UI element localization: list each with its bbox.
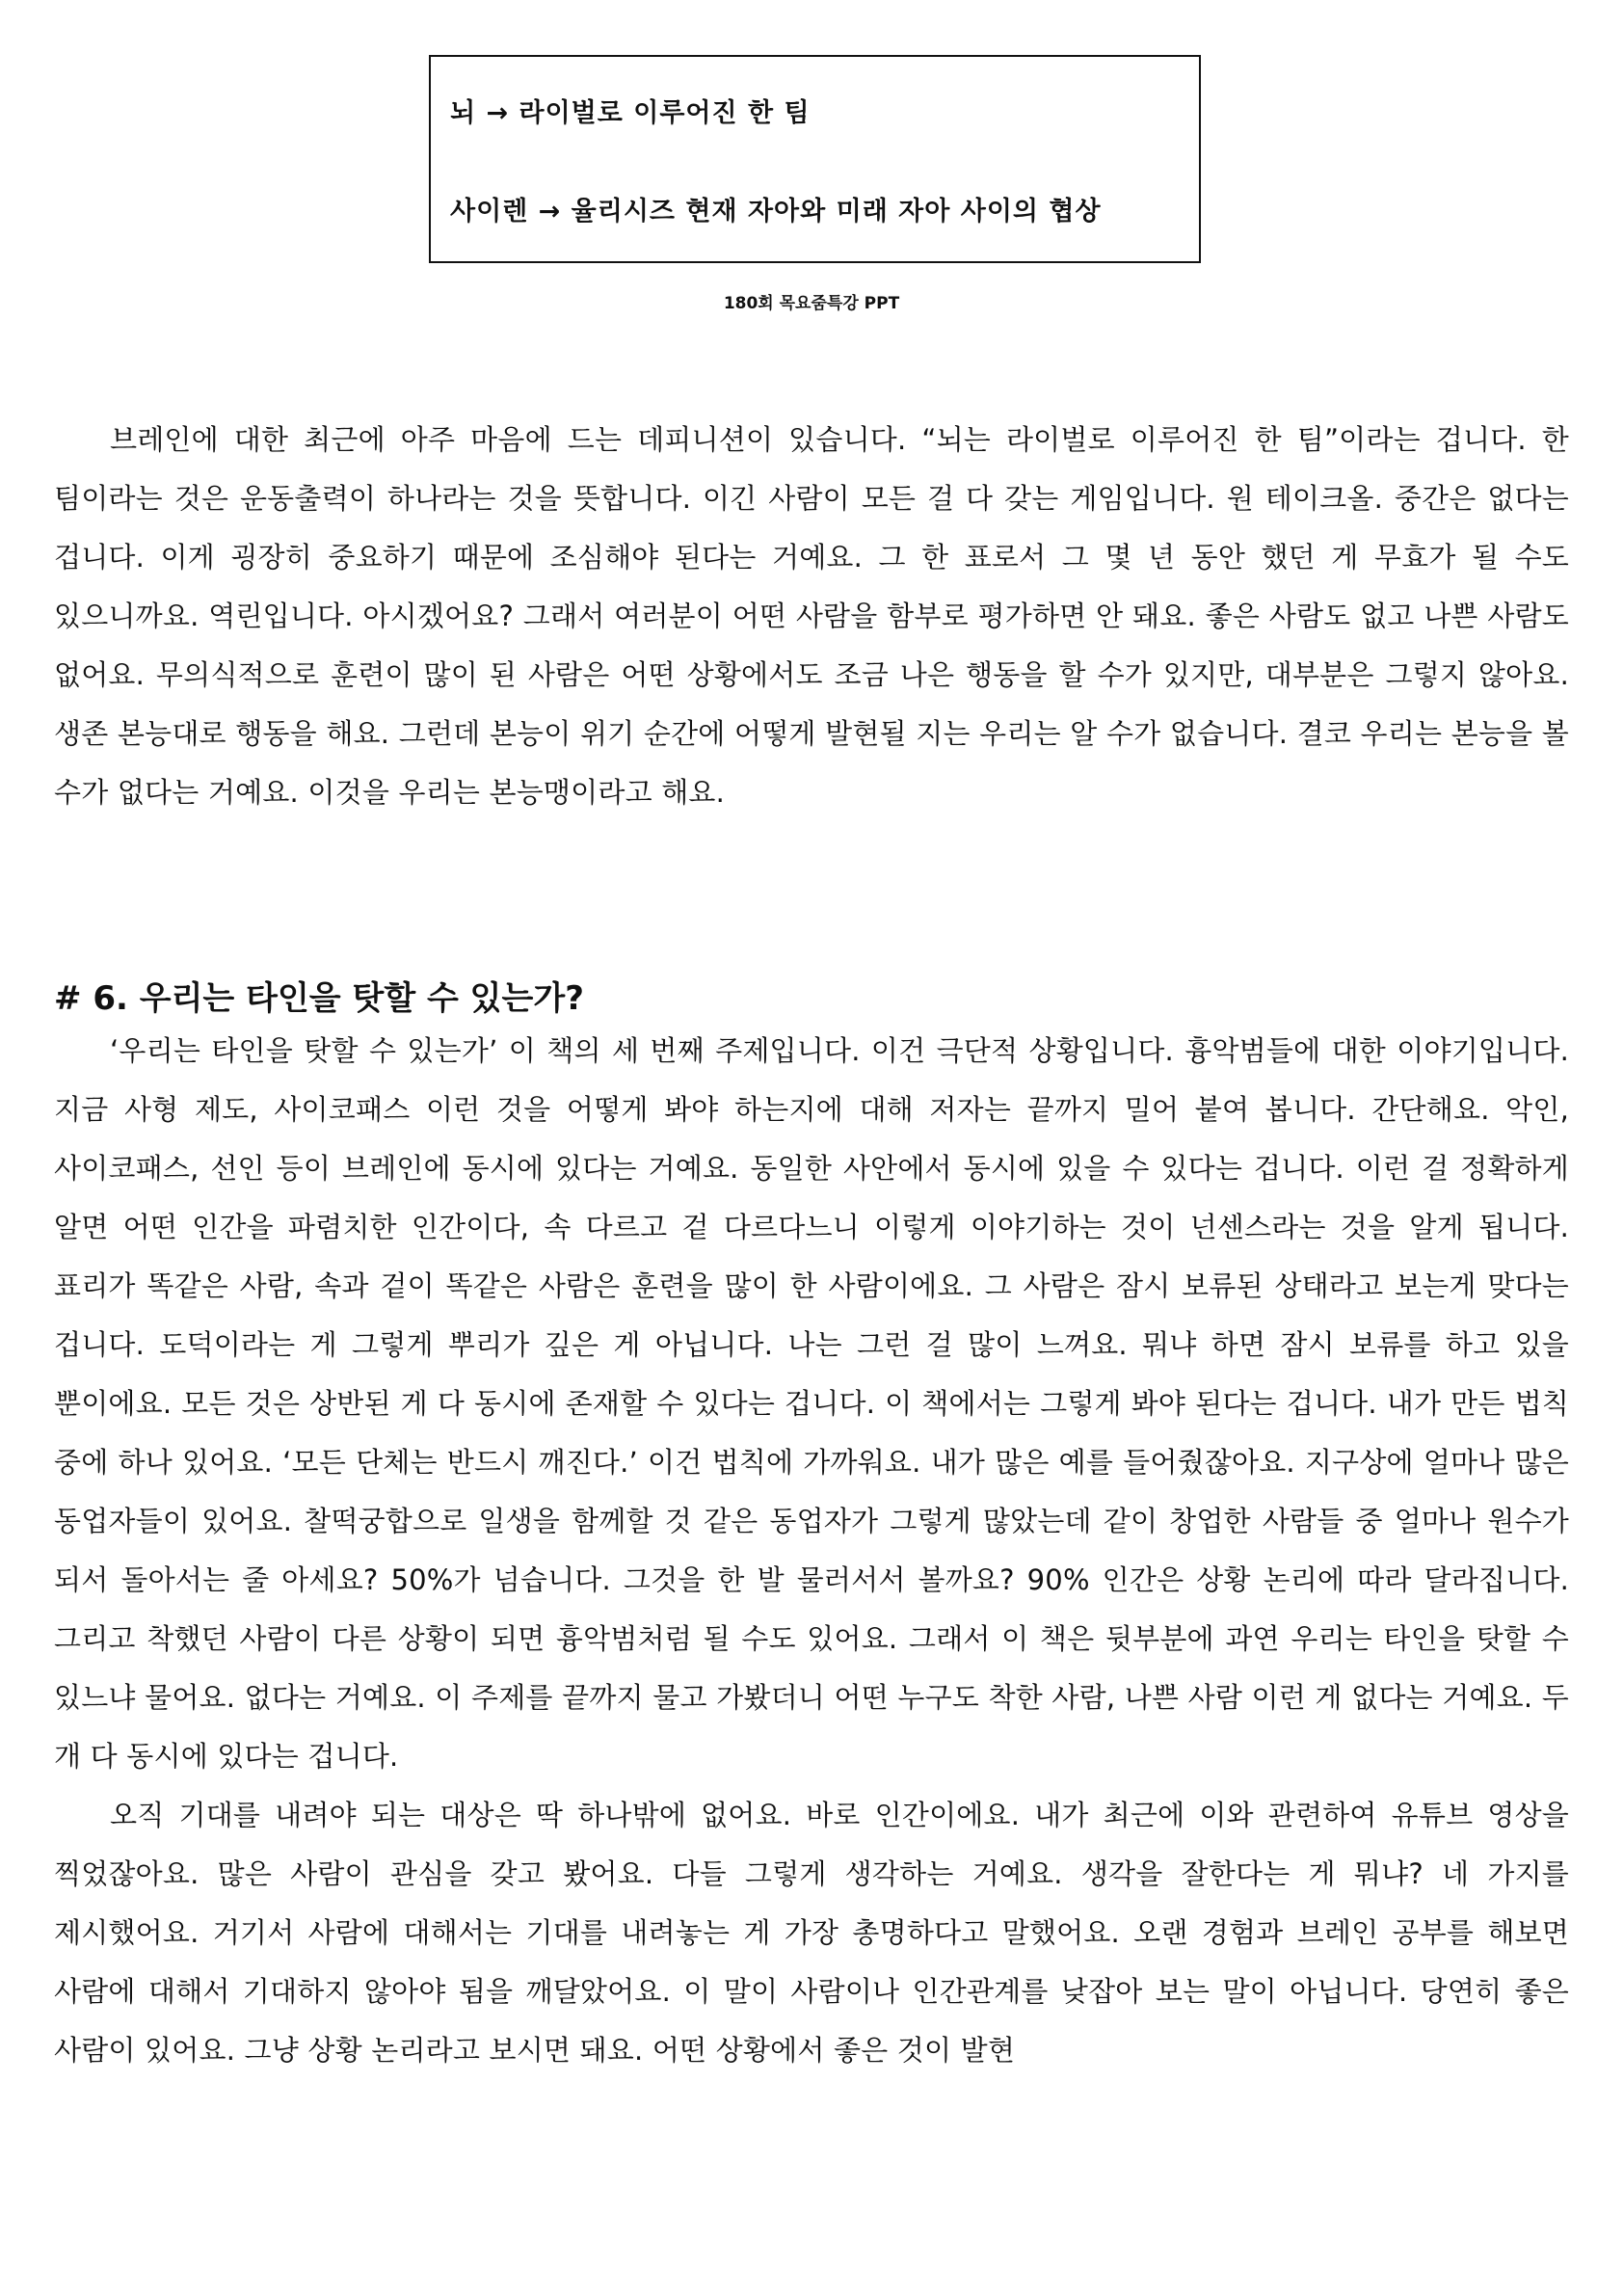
paragraph: 오직 기대를 내려야 되는 대상은 딱 하나밖에 없어요. 바로 인간이에요. 내가 최근에 이와 관련하여 유튜브 영상을 찍었잖아요. 많은 사람이 관심을 갖고 봤어요. 다들 그렇게 생각하는 거예요. 생각을 잘한다는 게 뭐냐? 네 가지를 제시했어요. 거기서 사람에 대해서는 기대를 내려놓는 게 가장 총명하다고 말했어요. 오랜 경험과 브레인 공부를 해보면 사람에 대해서 기대하지 않아야 됨을 깨달았어요. 이 말이 사람이나 인간관계를 낮잡아 보는 말이 아닙니다. 당연히 좋은 사람이 있어요. 그냥 상황 논리라고 보시면 돼요. 어떤 상황에서 좋은 것이 발현: [54, 1799, 1569, 2067]
slide-excerpt-box: [429, 55, 1201, 263]
slide-caption: 180회 목요줌특강 PPT: [723, 294, 900, 313]
slide-line-brain: 뇌 → 라이벌로 이루어진 한 팀: [450, 98, 811, 128]
section-heading: # 6. 우리는 타인을 탓할 수 있는가?: [54, 979, 584, 1018]
paragraph: ‘우리는 타인을 탓할 수 있는가’ 이 책의 세 번째 주제입니다. 이건 극단적 상황입니다. 흉악범들에 대한 이야기입니다. 지금 사형 제도, 사이코패스 이런 것을 어떻게 봐야 하는지에 대해 저자는 끝까지 밀어 붙여 봅니다. 간단해요. 악인, 사이코패스, 선인 등이 브레인에 동시에 있다는 거예요. 동일한 사안에서 동시에 있을 수 있다는 겁니다. 이런 걸 정확하게 알면 어떤 인간을 파렴치한 인간이다, 속 다르고 겉 다르다느니 이렇게 이야기하는 것이 넌센스라는 것을 알게 됩니다. 표리가 똑같은 사람, 속과 겉이 똑같은 사람은 훈련을 많이 한 사람이에요. 그 사람은 잠시 보류된 상태라고 보는게 맞다는 겁니다. 도덕이라는 게 그렇게 뿌리가 깊은 게 아닙니다. 나는 그런 걸 많이 느껴요. 뭐냐 하면 잠시 보류를 하고 있을 뿐이에요. 모든 것은 상반된 게 다 동시에 존재할 수 있다는 겁니다. 이 책에서는 그렇게 봐야 된다는 겁니다. 내가 만든 법칙 중에 하나 있어요. ‘모든 단체는 반드시 깨진다.’ 이건 법칙에 가까워요. 내가 많은 예를 들어줬잖아요. 지구상에 얼마나 많은 동업자들이 있어요. 찰떡궁합으로 일생을 함께할 것 같은 동업자가 그렇게 많았는데 같이 창업한 사람들 중 얼마나 원수가 되서 돌아서는 줄 아세요? 50%가 넘습니다. 그것을 한 발 물러서서 볼까요? 90% 인간은 상황 논리에 따라 달라집니다. 그리고 착했던 사람이 다른 상황이 되면 흉악범처럼 될 수도 있어요. 그래서 이 책은 뒷부분에 과연 우리는 타인을 탓할 수 있느냐 물어요. 없다는 거예요. 이 주제를 끝까지 물고 가봤더니 어떤 누구도 착한 사람, 나쁜 사람 이런 게 없다는 거예요. 두 개 다 동시에 있다는 겁니다.: [54, 1034, 1569, 1773]
paragraph: 브레인에 대한 최근에 아주 마음에 드는 데피니션이 있습니다. “뇌는 라이벌로 이루어진 한 팀”이라는 겁니다. 한 팀이라는 것은 운동출력이 하나라는 것을 뜻합니다. 이긴 사람이 모든 걸 다 갖는 게임입니다. 원 테이크올. 중간은 없다는 겁니다. 이게 굉장히 중요하기 때문에 조심해야 된다는 거예요. 그 한 표로서 그 몇 년 동안 했던 게 무효가 될 수도 있으니까요. 역린입니다. 아시겠어요? 그래서 여러분이 어떤 사람을 함부로 평가하면 안 돼요. 좋은 사람도 없고 나쁜 사람도 없어요. 무의식적으로 훈련이 많이 된 사람은 어떤 상황에서도 조금 나은 행동을 할 수가 있지만, 대부분은 그렇지 않아요. 생존 본능대로 행동을 해요. 그런데 본능이 위기 순간에 어떻게 발현될 지는 우리는 알 수가 없습니다. 결코 우리는 본능을 볼 수가 없다는 거예요. 이것을 우리는 본능맹이라고 해요.: [54, 423, 1569, 809]
slide-line-siren: 사이렌 → 율리시즈 현재 자아와 미래 자아 사이의 협상: [450, 197, 1102, 227]
intro-text-block: [54, 411, 1569, 822]
section-text-block: [54, 1022, 1569, 2080]
